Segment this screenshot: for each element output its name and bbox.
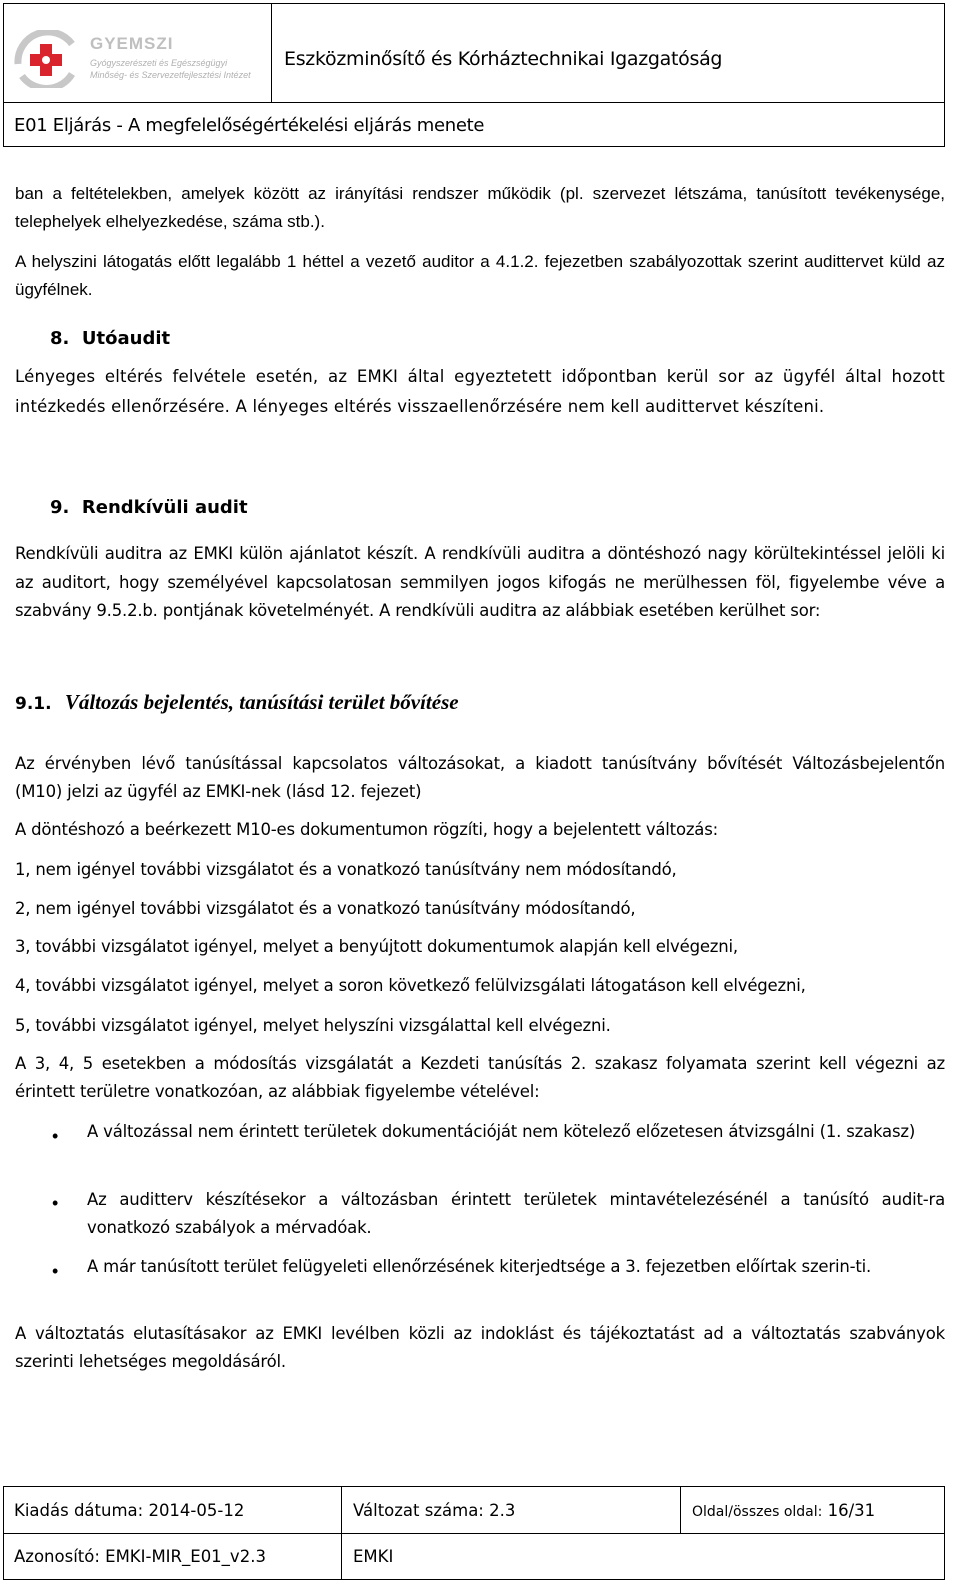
section-9-1-number: 9.1.: [15, 694, 52, 714]
list-item: 1, nem igényel további vizsgálatot és a vonatkozó tanúsítvány nem módosítandó,: [15, 860, 677, 879]
issue-date: Kiadás dátuma: 2014-05-12: [14, 1501, 245, 1520]
list-item: 3, további vizsgálatot igényel, melyet a benyújtott dokumentumok alapján kell elvégezni,: [15, 937, 738, 956]
footer-org: EMKI: [353, 1547, 394, 1566]
paragraph-final: A változtatás elutasításakor az EMKI levélben közli az indoklást és tájékoztatást ad a változtatás szabványok szerinti lehetséges megoldásáról.: [15, 1324, 945, 1371]
logo-subtitle-2: Minőség- és Szervezetfejlesztési Intézet: [90, 70, 251, 80]
section-9-1-paragraph-3: A 3, 4, 5 esetekben a módosítás vizsgálatát a Kezdeti tanúsítás 2. szakasz folyamata szerint kell végezni az érintett területre vonatkozóan, az alábbiak figyelembe vételével:: [15, 1054, 945, 1101]
section-9-1-heading: [15, 690, 459, 715]
bullet-item: Az auditterv készítésekor a változásban érintett területek mintavételezésénél a tanúsító audit-ra vonatkozó szabályok a mérvadóak.: [87, 1190, 945, 1237]
bullet-icon: •: [52, 1193, 59, 1213]
list-item: 2, nem igényel további vizsgálatot és a vonatkozó tanúsítvány módosítandó,: [15, 899, 636, 918]
organization-name: Eszközminősítő és Kórháztechnikai Igazgatóság: [284, 48, 723, 70]
document-identifier: Azonosító: EMKI-MIR_E01_v2.3: [14, 1547, 266, 1566]
header-procedure-row: [3, 103, 945, 147]
section-9-1-title: Változás bejelentés, tanúsítási terület bővítése: [64, 690, 459, 714]
list-item: 5, további vizsgálatot igényel, melyet helyszíni vizsgálattal kell elvégezni.: [15, 1016, 611, 1035]
gyemszi-logo: [12, 30, 272, 86]
bullet-item: A már tanúsított terület felügyeleti ellenőrzésének kiterjedtsége a 3. fejezetben előírtak szerin-ti.: [87, 1257, 872, 1276]
logo-cell: [4, 4, 272, 102]
version-number: Változat száma: 2.3: [353, 1501, 516, 1520]
gyemszi-emblem-icon: [12, 30, 84, 88]
section-8-text: Lényeges eltérés felvétele esetén, az EMKI által egyeztetett időpontban kerül sor az ügyfél által hozott intézkedés ellenőrzésére. A lényeges eltérés visszaellenőrzésére nem kell audittervet készíteni.: [15, 367, 945, 416]
section-9-title: 9. Rendkívüli audit: [50, 497, 248, 518]
section-8-title: 8. Utóaudit: [50, 328, 171, 349]
section-9-1-paragraph-1: Az érvényben lévő tanúsítással kapcsolatos változásokat, a kiadott tanúsítvány bővítését Változásbejelentőn (M10) jelzi az ügyfél az EMKI-nek (lásd 12. fejezet): [15, 754, 945, 801]
footer-divider: [341, 1487, 342, 1579]
list-item: 4, további vizsgálatot igényel, melyet a soron következő felülvizsgálati látogatáson kell elvégezni,: [15, 976, 806, 995]
page-counter-value: 16/31: [827, 1501, 876, 1520]
page-header: [3, 3, 945, 143]
paragraph-intro: ban a feltételekben, amelyek között az irányítási rendszer működik (pl. szervezet létszáma, tanúsított tevékenysége, telephelyek elhelyezkedése, száma stb.).: [15, 184, 945, 231]
footer-divider: [4, 1533, 944, 1534]
section-9-text: Rendkívüli auditra az EMKI külön ajánlatot készít. A rendkívüli auditra a döntéshozó nagy körültekintéssel jelöli ki az auditort, hogy személyével kapcsolatosan semmilyen jogos kifogás ne merülhessen föl, figyelembe véve a szabvány 9.5.2.b. pontjának követelményét. A rendkívüli auditra az alábbiak esetében kerülhet sor:: [15, 544, 945, 620]
logo-subtitle-1: Gyógyszerészeti és Egészségügyi: [90, 58, 228, 68]
paragraph-visit: A helyszini látogatás előtt legalább 1 héttel a vezető auditor a 4.1.2. fejezetben szabályozottak szerint audittervet küld az ügyfélnek.: [15, 252, 945, 299]
bullet-icon: •: [52, 1261, 59, 1281]
footer-divider: [680, 1487, 681, 1533]
page-counter: [692, 1501, 875, 1520]
section-9-1-paragraph-2: A döntéshozó a beérkezett M10-es dokumentumon rögzíti, hogy a bejelentett változás:: [15, 820, 718, 839]
bullet-item: A változással nem érintett területek dokumentációját nem kötelező előzetesen átvizsgálni (1. szakasz): [87, 1122, 916, 1141]
header-top-row: [3, 3, 945, 103]
page-footer: [3, 1486, 945, 1580]
bullet-icon: •: [52, 1126, 59, 1146]
page-counter-label: Oldal/összes oldal:: [692, 1504, 823, 1520]
logo-name: GYEMSZI: [90, 34, 174, 53]
procedure-title: E01 Eljárás - A megfelelőségértékelési eljárás menete: [14, 115, 485, 136]
